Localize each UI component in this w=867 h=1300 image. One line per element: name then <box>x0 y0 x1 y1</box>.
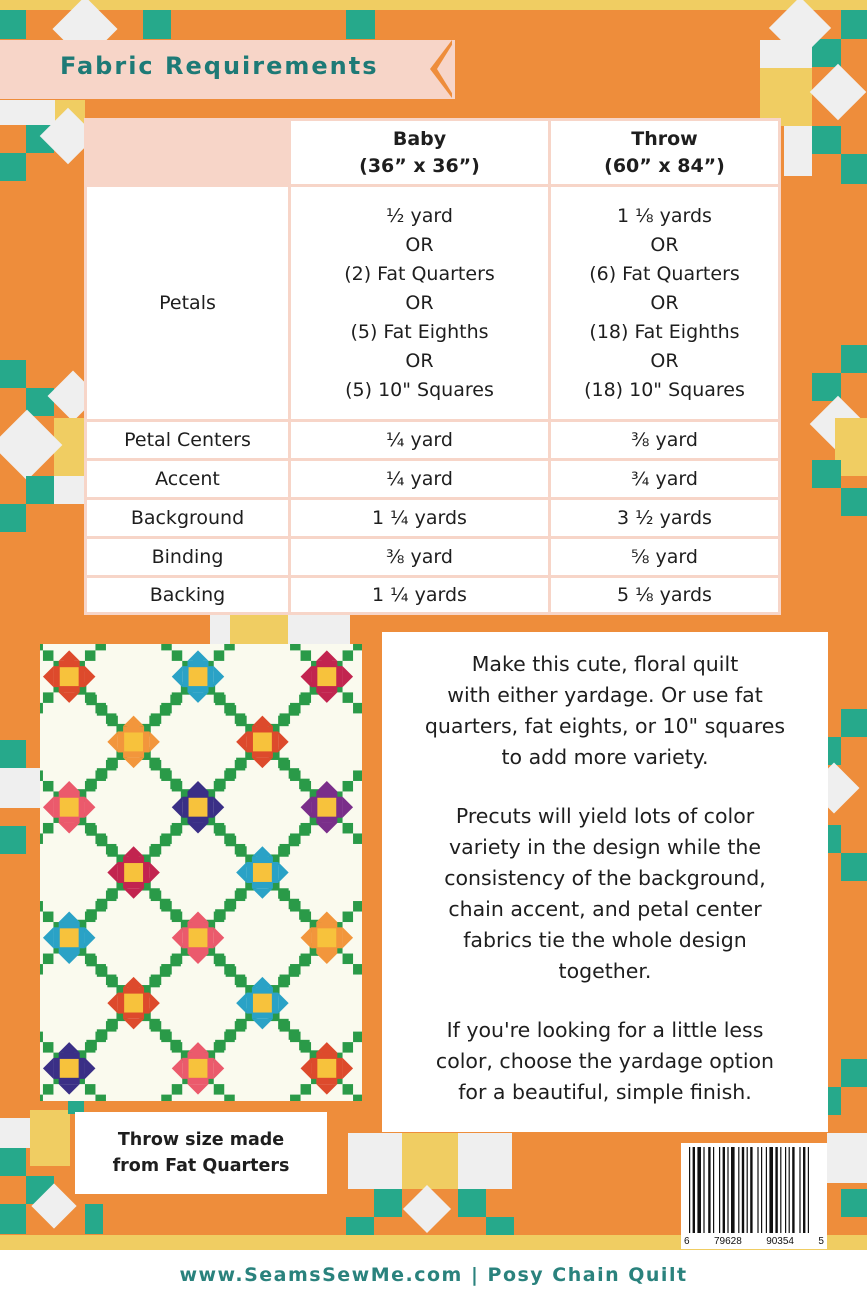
patch-square <box>841 1189 867 1217</box>
description-paragraph <box>382 801 828 987</box>
throw-cell: ¾ yard <box>551 461 778 497</box>
text-line: color, choose the yardage option <box>435 1049 775 1073</box>
row-label: Petal Centers <box>87 422 288 458</box>
quilt-pattern-graphic <box>40 644 362 1101</box>
baby-cell: 1 ¼ yards <box>291 578 548 612</box>
text-line: with either yardage. Or use fat <box>447 683 763 707</box>
cell-line: OR <box>650 291 679 314</box>
text-line: for a beautiful, simple finish. <box>458 1080 752 1104</box>
patch-diamond <box>0 410 62 481</box>
cell-line: (5) Fat Eighths <box>350 320 489 343</box>
throw-cell: 5 ⅛ yards <box>551 578 778 612</box>
table-row <box>87 422 778 458</box>
baby-cell: ¼ yard <box>291 461 548 497</box>
baby-cell: 1 ¼ yards <box>291 500 548 536</box>
barcode-digit-group: 79628 <box>713 1236 742 1247</box>
row-label: Background <box>87 500 288 536</box>
baby-cell: ¼ yard <box>291 422 548 458</box>
page-title: Fabric Requirements <box>60 52 379 80</box>
text-line: Precuts will yield lots of color <box>455 804 755 828</box>
table-row <box>87 539 778 575</box>
text-line: consistency of the background, <box>444 866 766 890</box>
caption-line: from Fat Quarters <box>112 1156 290 1176</box>
quilt-illustration <box>40 644 362 1101</box>
text-line: If you're looking for a little less <box>446 1018 764 1042</box>
patch-square <box>0 826 26 854</box>
top-stripe <box>0 0 867 10</box>
table-header-row <box>87 121 778 184</box>
row-label: Petals <box>87 187 288 419</box>
barcode-digit-group: 6 <box>684 1236 690 1247</box>
column-header-throw <box>551 121 778 184</box>
patch-square <box>346 1217 374 1235</box>
patch-square <box>0 360 26 388</box>
column-size: (60” x 84”) <box>604 154 725 177</box>
cell-line: ½ yard <box>386 204 453 227</box>
baby-cell: ⅜ yard <box>291 539 548 575</box>
footer-text: www.SeamsSewMe.com | Posy Chain Quilt <box>179 1264 688 1286</box>
cell-line: (5) 10" Squares <box>345 378 494 401</box>
throw-cell: ⅝ yard <box>551 539 778 575</box>
patch-square <box>458 1189 486 1217</box>
patch-square <box>85 1204 103 1234</box>
patch-square <box>0 1204 26 1234</box>
cell-line: (6) Fat Quarters <box>589 262 740 285</box>
text-line: chain accent, and petal center <box>448 897 762 921</box>
patch-square <box>0 1148 26 1176</box>
cell-line: OR <box>405 291 434 314</box>
patch-square <box>841 154 867 184</box>
barcode-digits <box>681 1236 827 1247</box>
fabric-requirements-table <box>84 118 781 615</box>
patch-diamond <box>810 64 867 121</box>
patch-square <box>827 1133 867 1183</box>
throw-cell <box>551 187 778 419</box>
patch-square <box>0 768 40 808</box>
patch-square <box>143 10 171 39</box>
cell-line: (2) Fat Quarters <box>344 262 495 285</box>
header-empty-cell <box>87 121 288 184</box>
row-label: Binding <box>87 539 288 575</box>
cell-line: OR <box>405 233 434 256</box>
patch-square <box>828 1087 841 1115</box>
patch-square <box>841 10 867 39</box>
cell-line: 1 ⅛ yards <box>617 204 712 227</box>
patch-square <box>828 737 841 765</box>
text-line: to add more variety. <box>501 745 709 769</box>
table-row <box>87 578 778 612</box>
cell-line: OR <box>650 233 679 256</box>
column-size: (36” x 36”) <box>359 154 480 177</box>
row-label: Backing <box>87 578 288 612</box>
patch-square <box>54 476 84 504</box>
description-paragraph <box>382 1015 828 1108</box>
patch-square <box>812 39 841 67</box>
banner-notch-inner <box>437 40 455 98</box>
patch-square <box>230 612 288 644</box>
patch-square <box>0 100 55 125</box>
patch-square <box>812 460 841 488</box>
patch-square <box>486 1217 514 1235</box>
barcode <box>681 1143 827 1249</box>
barcode-bars <box>681 1147 827 1237</box>
description-box <box>382 632 828 1132</box>
patch-square <box>0 740 26 768</box>
description-paragraph <box>382 649 828 773</box>
throw-cell: ⅜ yard <box>551 422 778 458</box>
patch-square <box>348 1133 402 1189</box>
patch-square <box>812 126 841 154</box>
patch-square <box>0 10 26 39</box>
throw-cell: 3 ½ yards <box>551 500 778 536</box>
quilt-caption <box>75 1112 327 1194</box>
barcode-digit-group: 5 <box>818 1236 824 1247</box>
patch-square <box>0 504 26 532</box>
patch-square <box>841 345 867 373</box>
barcode-digit-group: 90354 <box>766 1236 794 1247</box>
column-name: Baby <box>392 127 447 150</box>
patch-square <box>0 153 26 181</box>
patch-square <box>346 10 375 39</box>
table-row <box>87 461 778 497</box>
cell-line: (18) 10" Squares <box>584 378 745 401</box>
table-row <box>87 500 778 536</box>
patch-square <box>0 1118 34 1148</box>
text-line: quarters, fat eights, or 10" squares <box>424 714 786 738</box>
text-line: Make this cute, floral quilt <box>471 652 739 676</box>
baby-cell <box>291 187 548 419</box>
text-line: variety in the design while the <box>449 835 761 859</box>
column-name: Throw <box>631 127 698 150</box>
patch-square <box>402 1133 458 1189</box>
patch-square <box>30 1110 70 1166</box>
caption-line: Throw size made <box>117 1130 285 1150</box>
patch-square <box>841 709 867 737</box>
patch-diamond <box>403 1185 451 1233</box>
cell-line: OR <box>650 349 679 372</box>
table-row <box>87 187 778 419</box>
text-line: fabrics tie the whole design <box>463 928 747 952</box>
patch-square <box>784 126 812 176</box>
patch-square <box>841 853 867 881</box>
text-line: together. <box>558 959 652 983</box>
patch-square <box>26 476 54 504</box>
patch-square <box>458 1133 512 1189</box>
cell-line: (18) Fat Eighths <box>589 320 740 343</box>
patch-square <box>841 1059 867 1087</box>
patch-square <box>828 825 841 853</box>
patch-square <box>374 1189 402 1217</box>
cell-line: OR <box>405 349 434 372</box>
column-header-baby <box>291 121 548 184</box>
patch-square <box>841 488 867 516</box>
row-label: Accent <box>87 461 288 497</box>
patch-square <box>760 40 812 68</box>
